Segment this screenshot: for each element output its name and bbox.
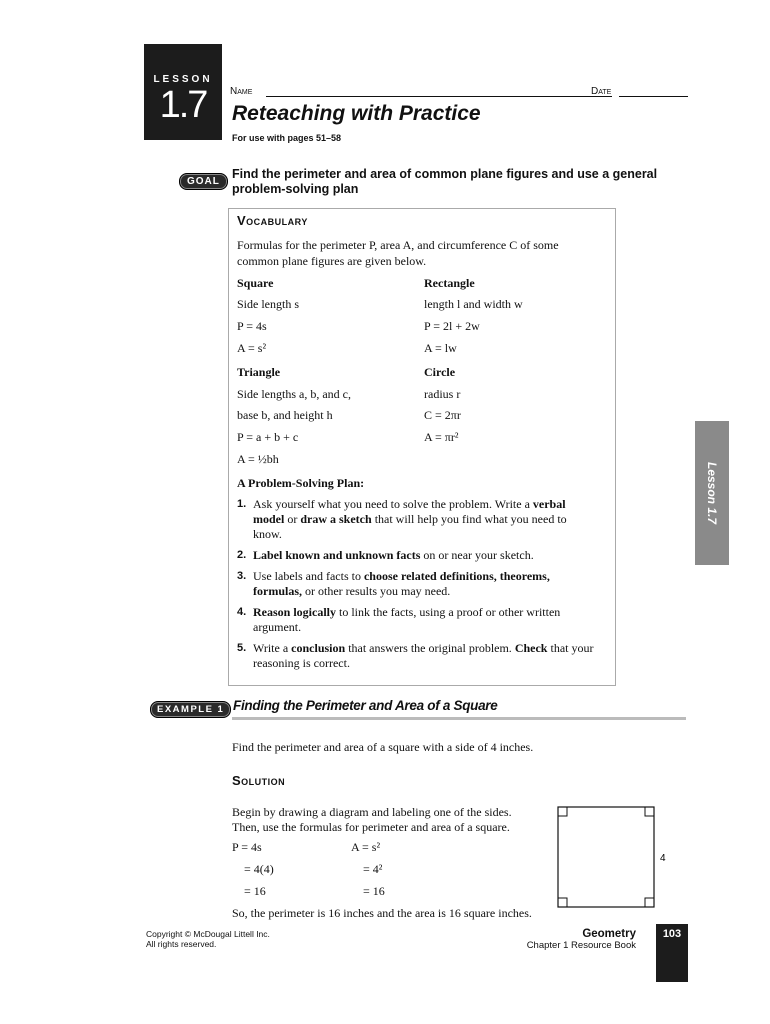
vocab-intro-1: Formulas for the perimeter P, area A, and circumference C of some: [237, 238, 559, 252]
for-use-pages: For use with pages 51–58: [232, 133, 342, 143]
square-heading: Square: [237, 276, 274, 290]
plan-item-text: Ask yourself what you need to solve the problem. Write a: [253, 497, 533, 511]
solution-line-2: Then, use the formulas for perimeter and area of a square.: [232, 820, 510, 834]
goal-text: Find the perimeter and area of common plane figures and use a general problem-solving plan: [232, 167, 658, 196]
plan-item-number: 4.: [237, 606, 247, 618]
plan-heading: A Problem-Solving Plan:: [237, 476, 365, 490]
circle-heading: Circle: [424, 365, 456, 379]
plan-item-text: or: [284, 512, 301, 526]
right-angle-mark-br: [645, 898, 654, 907]
circle-line-1: radius r: [424, 387, 461, 401]
copyright-line-2: All rights reserved.: [146, 939, 217, 949]
plan-item-text: on or near your sketch.: [420, 548, 534, 562]
triangle-heading: Triangle: [237, 365, 281, 379]
plan-item-text: that your reasoning is correct.: [253, 641, 594, 670]
plan-item-text: draw a sketch: [300, 512, 372, 526]
square-line-3: A = s²: [237, 341, 267, 355]
plan-item: [237, 548, 597, 563]
plan-item-number: 3.: [237, 570, 247, 582]
page-number-tab: [656, 924, 688, 982]
example-problem: Find the perimeter and area of a square with a side of 4 inches.: [232, 740, 534, 754]
area-step-3: = 16: [363, 884, 385, 898]
lesson-number: 1.7: [159, 84, 207, 126]
example-title: Finding the Perimeter and Area of a Square: [233, 698, 498, 713]
triangle-line-3: P = a + b + c: [237, 430, 299, 444]
plan-item-text: conclusion: [291, 641, 346, 655]
side-lesson-label: Lesson 1.7: [705, 461, 719, 525]
date-label: Date: [591, 86, 612, 97]
plan-item-text: Write a: [253, 641, 292, 655]
plan-item-text: Label known and unknown facts: [253, 548, 421, 562]
plan-item-text: Check: [514, 641, 548, 655]
rectangle-line-1: length l and width w: [424, 297, 523, 311]
example-badge: EXAMPLE 1: [150, 701, 231, 718]
rectangle-heading: Rectangle: [424, 276, 475, 290]
plan-item: [237, 497, 597, 542]
rectangle-line-2: P = 2l + 2w: [424, 319, 480, 333]
plan-item-text: verbal model: [253, 497, 566, 526]
vocabulary-heading: Vocabulary: [237, 213, 308, 228]
copyright: [146, 929, 270, 949]
rectangle-line-3: A = lw: [424, 341, 457, 355]
name-date-row: [230, 86, 688, 100]
right-angle-mark-tr: [645, 807, 654, 816]
page-number: 103: [662, 928, 682, 940]
triangle-line-1: Side lengths a, b, and c,: [237, 387, 351, 401]
right-angle-mark-bl: [558, 898, 567, 907]
perimeter-step-3: = 16: [244, 884, 266, 898]
perimeter-step-2: = 4(4): [244, 862, 274, 876]
circle-line-2: C = 2πr: [424, 408, 461, 422]
plan-item-text: or other results you may need.: [302, 584, 451, 598]
plan-item-number: 5.: [237, 642, 247, 654]
plan-item-text: that answers the original problem.: [345, 641, 515, 655]
square-line-1: Side length s: [237, 297, 299, 311]
name-field[interactable]: [266, 96, 612, 97]
example-rule: [232, 717, 686, 720]
page-title: Reteaching with Practice: [232, 102, 481, 125]
goal-badge: GOAL: [179, 173, 228, 190]
vocab-intro-2: common plane figures are given below.: [237, 254, 427, 268]
plan-item-text: Reason logically: [253, 605, 336, 619]
square-line-2: P = 4s: [237, 319, 267, 333]
plan-item-text: that will help you find what you need to know.: [253, 512, 567, 541]
area-step-2: = 4²: [363, 862, 383, 876]
plan-item-number: 2.: [237, 549, 247, 561]
side-lesson-tab: [695, 421, 729, 565]
lesson-tab: [144, 44, 222, 140]
triangle-line-2: base b, and height h: [237, 408, 333, 422]
footer-book: [500, 928, 636, 951]
lesson-word: LESSON: [153, 74, 213, 85]
triangle-line-4: A = ½bh: [237, 452, 279, 466]
plan-list: [237, 497, 597, 677]
perimeter-step-1: P = 4s: [232, 840, 262, 854]
solution-line-1: Begin by drawing a diagram and labeling one of the sides.: [232, 805, 512, 819]
example-conclusion: So, the perimeter is 16 inches and the area is 16 square inches.: [232, 906, 532, 920]
date-field[interactable]: [619, 96, 688, 97]
square-diagram: [557, 806, 667, 912]
plan-item: [237, 641, 597, 671]
circle-line-3: A = πr²: [424, 430, 459, 444]
plan-item-text: choose related definitions, theorems, formulas,: [253, 569, 550, 598]
plan-item-text: to link the facts, using a proof or other written argument.: [253, 605, 561, 634]
plan-item-text: Use labels and facts to: [253, 569, 364, 583]
copyright-line-1: Copyright © McDougal Littell Inc.: [146, 929, 270, 939]
plan-item: [237, 569, 597, 599]
square-shape: [558, 807, 654, 907]
solution-heading: Solution: [232, 773, 286, 788]
right-angle-mark-tl: [558, 807, 567, 816]
plan-item: [237, 605, 597, 635]
book-title: Geometry: [582, 928, 636, 940]
name-label: Name: [230, 86, 253, 97]
chapter-label: Chapter 1 Resource Book: [526, 940, 636, 951]
area-step-1: A = s²: [351, 840, 381, 854]
square-side-label: 4: [660, 853, 666, 864]
plan-item-number: 1.: [237, 498, 247, 510]
